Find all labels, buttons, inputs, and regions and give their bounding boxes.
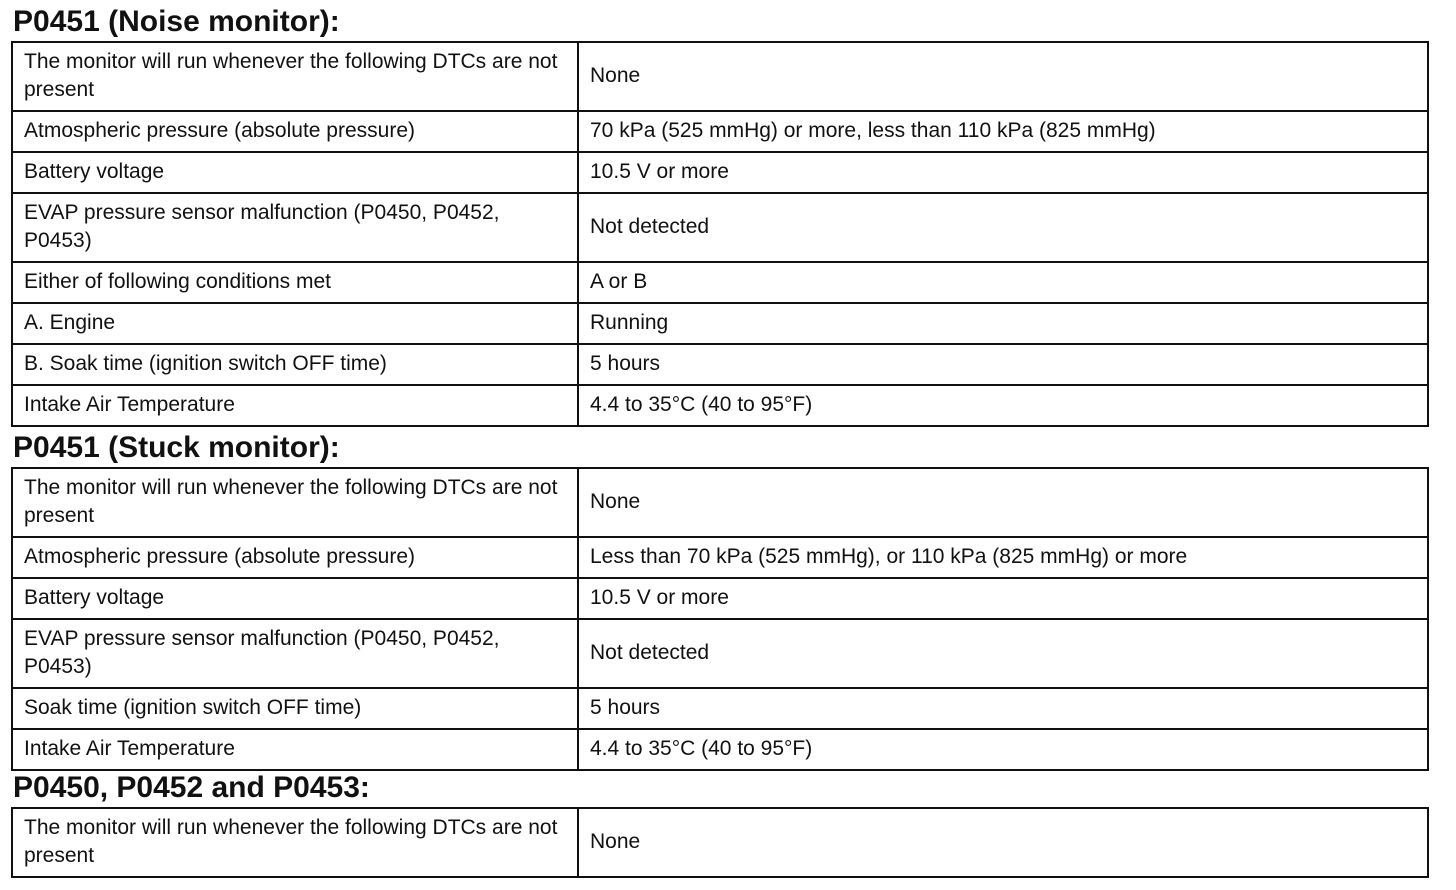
condition-value: A or B xyxy=(578,262,1428,303)
conditions-table xyxy=(11,807,1429,878)
condition-value: 70 kPa (525 mmHg) or more, less than 110 kPa (825 mmHg) xyxy=(578,111,1428,152)
condition-value: 4.4 to 35°C (40 to 95°F) xyxy=(578,729,1428,770)
condition-value: None xyxy=(578,808,1428,877)
table-row xyxy=(12,42,1428,111)
condition-label: Intake Air Temperature xyxy=(12,385,578,426)
condition-label: Either of following conditions met xyxy=(12,262,578,303)
condition-value: None xyxy=(578,468,1428,537)
condition-value: 10.5 V or more xyxy=(578,578,1428,619)
condition-label: EVAP pressure sensor malfunction (P0450, P0452, P0453) xyxy=(12,619,578,688)
table-row xyxy=(12,808,1428,877)
table-row xyxy=(12,468,1428,537)
table-row xyxy=(12,111,1428,152)
section-title: P0450, P0452 and P0453: xyxy=(13,771,370,804)
condition-label: Soak time (ignition switch OFF time) xyxy=(12,688,578,729)
condition-value: Not detected xyxy=(578,619,1428,688)
condition-value: Running xyxy=(578,303,1428,344)
table-row xyxy=(12,688,1428,729)
table-row xyxy=(12,344,1428,385)
condition-label: A. Engine xyxy=(12,303,578,344)
conditions-table xyxy=(11,467,1429,771)
condition-value: 5 hours xyxy=(578,688,1428,729)
condition-label: Atmospheric pressure (absolute pressure) xyxy=(12,111,578,152)
condition-label: The monitor will run whenever the following DTCs are not present xyxy=(12,468,578,537)
condition-label: EVAP pressure sensor malfunction (P0450, P0452, P0453) xyxy=(12,193,578,262)
table-row xyxy=(12,729,1428,770)
condition-label: The monitor will run whenever the following DTCs are not present xyxy=(12,42,578,111)
conditions-table xyxy=(11,41,1429,427)
section-noise-monitor xyxy=(11,4,1429,427)
table-row xyxy=(12,537,1428,578)
condition-value: Less than 70 kPa (525 mmHg), or 110 kPa (825 mmHg) or more xyxy=(578,537,1428,578)
condition-label: The monitor will run whenever the following DTCs are not present xyxy=(12,808,578,877)
condition-label: Atmospheric pressure (absolute pressure) xyxy=(12,537,578,578)
condition-value: Not detected xyxy=(578,193,1428,262)
condition-label: Intake Air Temperature xyxy=(12,729,578,770)
table-row xyxy=(12,619,1428,688)
condition-label: Battery voltage xyxy=(12,152,578,193)
section-title: P0451 (Stuck monitor): xyxy=(13,431,340,464)
table-row xyxy=(12,385,1428,426)
section-p0450-p0452-p0453 xyxy=(11,770,1429,878)
table-row xyxy=(12,303,1428,344)
condition-label: B. Soak time (ignition switch OFF time) xyxy=(12,344,578,385)
condition-value: 10.5 V or more xyxy=(578,152,1428,193)
section-stuck-monitor xyxy=(11,430,1429,771)
condition-label: Battery voltage xyxy=(12,578,578,619)
table-row xyxy=(12,578,1428,619)
condition-value: 5 hours xyxy=(578,344,1428,385)
table-row xyxy=(12,152,1428,193)
condition-value: None xyxy=(578,42,1428,111)
section-title: P0451 (Noise monitor): xyxy=(13,5,340,38)
table-row xyxy=(12,193,1428,262)
condition-value: 4.4 to 35°C (40 to 95°F) xyxy=(578,385,1428,426)
table-row xyxy=(12,262,1428,303)
